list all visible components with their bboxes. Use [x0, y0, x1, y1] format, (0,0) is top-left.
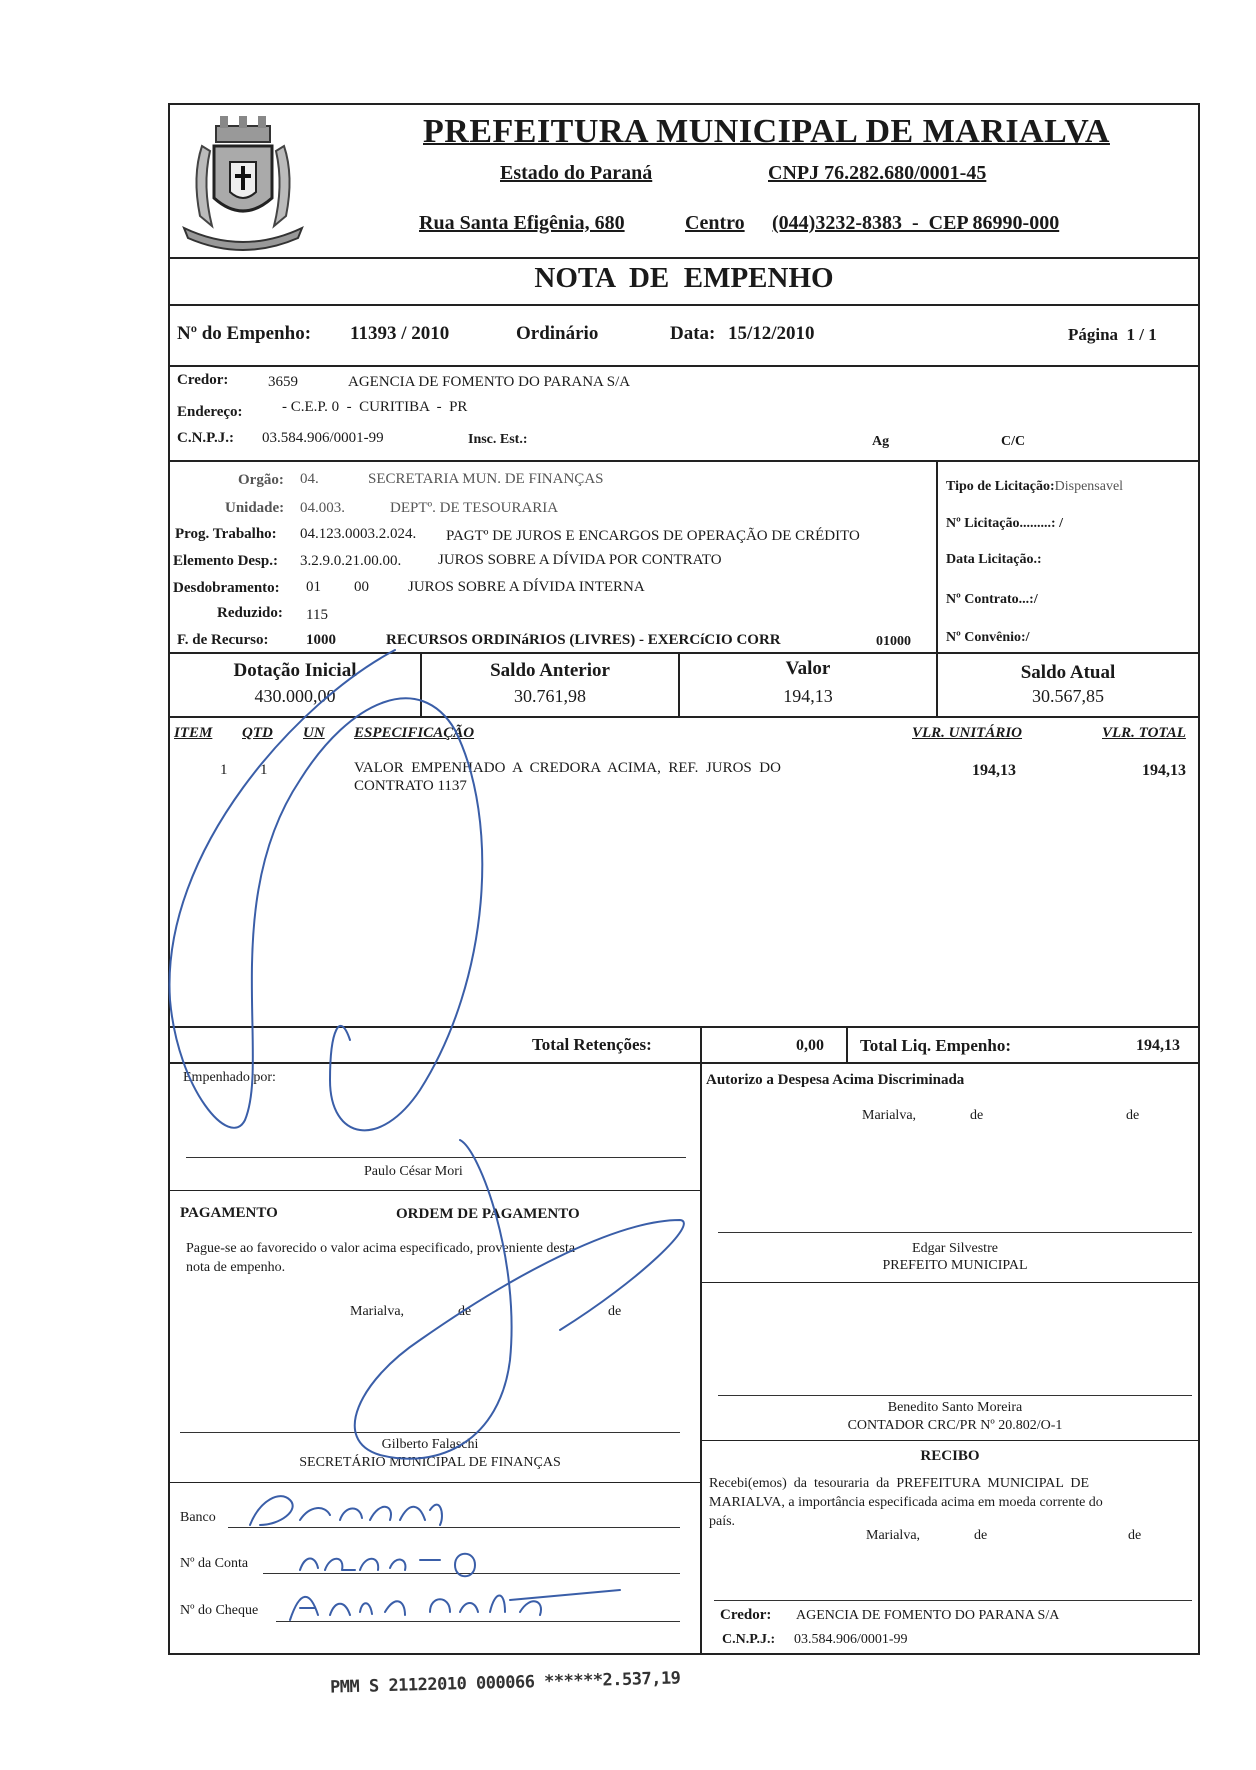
- empenho-number: 11393 / 2010: [350, 323, 450, 344]
- empenho-label: Nº do Empenho:: [177, 323, 312, 344]
- recibo-credor-label: Credor:: [720, 1607, 772, 1623]
- unidade-code: 04.003.: [300, 500, 345, 516]
- header-cnpj: CNPJ 76.282.680/0001-45: [768, 162, 987, 184]
- credor-label: Credor:: [177, 372, 229, 388]
- endereco-label: Endereço:: [177, 404, 243, 420]
- recibo-line1: Recebi(emos) da tesouraria da PREFEITURA MUNICIPAL DE: [709, 1476, 1090, 1491]
- recurso-code: 1000: [306, 632, 336, 648]
- prog-code: 04.123.0003.2.024.: [300, 526, 417, 542]
- credor-divider: [168, 460, 1200, 462]
- item-spec-line1: VALOR EMPENHADO A CREDORA ACIMA, REF. JUROS DO: [354, 760, 781, 776]
- contador-signature-line: [718, 1395, 1192, 1396]
- autorizo-de-1: de: [970, 1108, 984, 1123]
- empenho-date: 15/12/2010: [728, 323, 815, 344]
- item-unit-value: 194,13: [972, 762, 1016, 779]
- ag-label: Ag: [872, 434, 890, 449]
- licitacao-tipo-label: Tipo de Licitação:: [946, 479, 1055, 494]
- banco-section-divider: [168, 1482, 700, 1483]
- header-divider: [168, 257, 1200, 259]
- recibo-credor-name: AGENCIA DE FOMENTO DO PARANA S/A: [796, 1608, 1060, 1623]
- empenho-divider: [168, 365, 1200, 367]
- unidade-label: Unidade:: [225, 500, 285, 516]
- header-district: Centro: [685, 212, 745, 234]
- secretario-name: Gilberto Falaschi: [381, 1437, 479, 1452]
- ordem-de-2: de: [608, 1304, 622, 1319]
- reduzido-label: Reduzido:: [217, 605, 283, 621]
- budget-right-divider: [936, 460, 938, 652]
- recurso-num: 01000: [876, 634, 911, 649]
- valor-value: 194,13: [783, 686, 833, 706]
- orgao-name: SECRETARIA MUN. DE FINANÇAS: [368, 471, 604, 487]
- credor-cnpj-label: C.N.P.J.:: [177, 430, 234, 446]
- licitacao-tipo-value: Dispensavel: [1054, 479, 1124, 494]
- conta-line: [263, 1573, 680, 1574]
- recibo-de-2: de: [1128, 1528, 1142, 1543]
- prog-name: PAGTº DE JUROS E ENCARGOS DE OPERAÇÃO DE CRÉDITO: [446, 528, 860, 544]
- empenhado-name: Paulo César Mori: [364, 1164, 463, 1179]
- doc-title: NOTA DE EMPENHO: [534, 262, 834, 294]
- autorizo-place: Marialva,: [862, 1108, 917, 1123]
- total-retencoes-value: 0,00: [796, 1037, 824, 1054]
- bank-stamp: PMM S 21122010 000066 ******2.537,19: [329, 1668, 681, 1698]
- recurso-name: RECURSOS ORDINáRIOS (LIVRES) - EXERCíCIO CORR: [386, 632, 781, 648]
- title-divider: [168, 304, 1200, 306]
- coat-of-arms-icon: [172, 106, 314, 252]
- col-qtd: QTD: [242, 725, 273, 741]
- empenho-date-label: Data:: [670, 323, 716, 344]
- total-liq-label: Total Liq. Empenho:: [860, 1036, 1011, 1055]
- credor-cnpj-value: 03.584.906/0001-99: [262, 430, 384, 446]
- col-total-value: VLR. TOTAL: [1102, 725, 1186, 741]
- recibo-de-1: de: [974, 1528, 988, 1543]
- credor-code: 3659: [268, 374, 298, 390]
- pagamento-divider: [168, 1190, 700, 1191]
- prefeito-name: Edgar Silvestre: [912, 1241, 998, 1256]
- empenhado-por-label: Empenhado por:: [183, 1070, 276, 1085]
- item-qtd: 1: [260, 762, 268, 778]
- licitacao-data: Data Licitação.:: [946, 552, 1042, 567]
- ordem-de-1: de: [458, 1304, 472, 1319]
- totals-divider-2: [846, 1026, 848, 1062]
- banco-line: [228, 1527, 680, 1528]
- col-spec: ESPECIFICAÇÃO: [354, 725, 475, 741]
- header-state: Estado do Paraná: [500, 162, 653, 184]
- page-indicator: Página 1 / 1: [1068, 325, 1157, 344]
- contador-name: Benedito Santo Moreira: [887, 1400, 1023, 1415]
- item-number: 1: [220, 762, 228, 778]
- ordem-place: Marialva,: [350, 1304, 405, 1319]
- elemento-name: JUROS SOBRE A DÍVIDA POR CONTRATO: [438, 552, 722, 568]
- saldos-divider: [168, 716, 1200, 718]
- totals-bottom-divider: [168, 1062, 1200, 1064]
- elemento-code: 3.2.9.0.21.00.00.: [300, 553, 402, 569]
- col-item: ITEM: [174, 725, 213, 741]
- autorizo-de-2: de: [1126, 1108, 1140, 1123]
- desdobramento-label: Desdobramento:: [173, 580, 280, 596]
- recibo-title: RECIBO: [920, 1448, 980, 1464]
- pague-line1: Pague-se ao favorecido o valor acima especificado, proveniente desta: [186, 1241, 576, 1256]
- desdobramento-name: JUROS SOBRE A DÍVIDA INTERNA: [408, 579, 645, 595]
- budget-divider: [168, 652, 1200, 654]
- recurso-label: F. de Recurso:: [177, 632, 269, 648]
- contador-section-divider: [700, 1282, 1200, 1283]
- unidade-name: DEPTº. DE TESOURARIA: [390, 500, 559, 516]
- saldo-atual-label: Saldo Atual: [1020, 662, 1116, 683]
- desdobramento-a: 01: [306, 579, 321, 595]
- prefeito-title: PREFEITO MUNICIPAL: [882, 1258, 1028, 1273]
- licitacao-numero: Nº Licitação.........: /: [946, 516, 1063, 531]
- totals-top-divider: [168, 1026, 1200, 1028]
- pagamento-title: PAGAMENTO: [180, 1205, 278, 1221]
- header-address: Rua Santa Efigênia, 680: [419, 212, 625, 234]
- credor-name: AGENCIA DE FOMENTO DO PARANA S/A: [348, 374, 631, 390]
- total-liq-value: 194,13: [1136, 1037, 1180, 1054]
- pague-line2: nota de empenho.: [186, 1260, 286, 1275]
- recibo-line2: MARIALVA, a importância especificada acima em moeda corrente do: [709, 1495, 1103, 1510]
- empenho-type: Ordinário: [516, 323, 599, 344]
- secretario-title: SECRETÁRIO MUNICIPAL DE FINANÇAS: [299, 1455, 561, 1470]
- autorizo-title: Autorizo a Despesa Acima Discriminada: [706, 1072, 965, 1088]
- item-spec-line2: CONTRATO 1137: [354, 778, 467, 794]
- saldo-anterior-value: 30.761,98: [514, 686, 586, 706]
- header-phone-cep: (044)3232-8383 - CEP 86990-000: [772, 212, 1060, 234]
- item-total-value: 194,13: [1142, 762, 1186, 779]
- recibo-cnpj-label: C.N.P.J.:: [722, 1632, 776, 1647]
- saldo-atual-value: 30.567,85: [1032, 686, 1104, 706]
- header-title: PREFEITURA MUNICIPAL DE MARIALVA: [423, 113, 1110, 150]
- orgao-code: 04.: [300, 471, 319, 487]
- valor-label: Valor: [785, 658, 831, 679]
- prog-label: Prog. Trabalho:: [175, 526, 277, 542]
- contador-title: CONTADOR CRC/PR Nº 20.802/O-1: [847, 1418, 1063, 1433]
- orgao-label: Orgão:: [238, 472, 284, 488]
- cc-label: C/C: [1001, 434, 1026, 449]
- recibo-section-divider: [700, 1440, 1200, 1441]
- recibo-line3: país.: [709, 1514, 736, 1529]
- contrato-numero: Nº Contrato...:/: [946, 592, 1038, 607]
- col-unit-value: VLR. UNITÁRIO: [912, 725, 1023, 741]
- cheque-line: [276, 1621, 680, 1622]
- saldo-anterior-label: Saldo Anterior: [490, 660, 610, 681]
- recibo-signature-line: [714, 1600, 1192, 1601]
- cheque-label: Nº do Cheque: [180, 1603, 259, 1618]
- empenhado-signature-line: [186, 1157, 686, 1158]
- conta-label: Nº da Conta: [180, 1556, 249, 1571]
- prefeito-signature-line: [718, 1232, 1192, 1233]
- signature-column-divider: [700, 1062, 702, 1655]
- total-retencoes-label: Total Retenções:: [532, 1035, 652, 1054]
- desdobramento-b: 00: [354, 579, 369, 595]
- recibo-cnpj-value: 03.584.906/0001-99: [794, 1632, 908, 1647]
- elemento-label: Elemento Desp.:: [173, 553, 278, 569]
- recibo-place: Marialva,: [866, 1528, 921, 1543]
- endereco-value: - C.E.P. 0 - CURITIBA - PR: [282, 399, 468, 415]
- totals-divider-1: [700, 1026, 702, 1062]
- dotacao-inicial-label: Dotação Inicial: [233, 660, 357, 681]
- col-un: UN: [303, 725, 325, 741]
- convenio-numero: Nº Convênio:/: [946, 630, 1030, 645]
- secretario-signature-line: [180, 1432, 680, 1433]
- ordem-pagamento-title: ORDEM DE PAGAMENTO: [396, 1206, 580, 1222]
- licitacao-tipo: [946, 479, 1123, 495]
- dotacao-inicial-value: 430.000,00: [254, 686, 336, 706]
- banco-label: Banco: [180, 1510, 216, 1525]
- insc-est-label: Insc. Est.:: [468, 432, 528, 447]
- reduzido-value: 115: [306, 607, 328, 623]
